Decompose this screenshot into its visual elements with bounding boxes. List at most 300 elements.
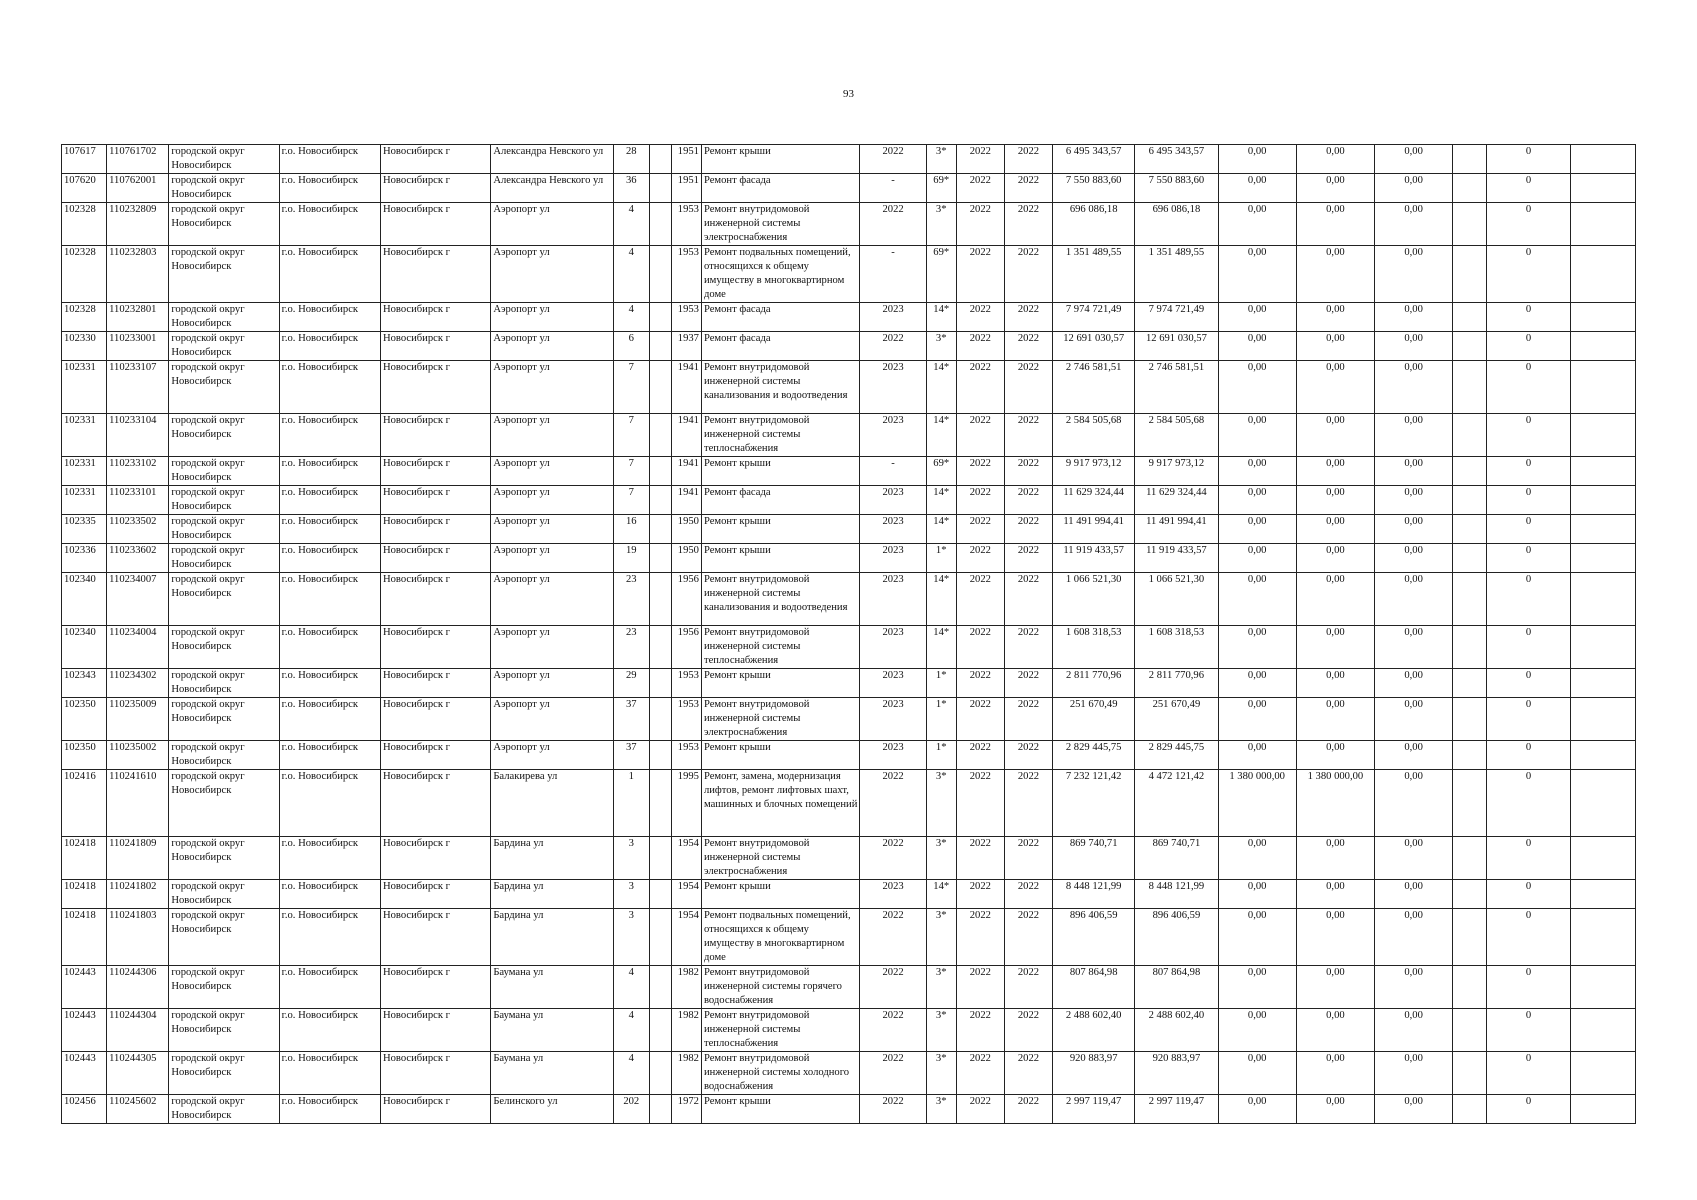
cell-other-funds: 0,00 bbox=[1375, 332, 1453, 361]
cell-deadline-year: 2023 bbox=[860, 698, 926, 741]
cell-plan-year-end: 2022 bbox=[1004, 669, 1052, 698]
cell-region-funds: 0,00 bbox=[1218, 741, 1296, 770]
cell-object-code: 102336 bbox=[62, 544, 107, 573]
cell-other-funds: 0,00 bbox=[1375, 203, 1453, 246]
cell-region-funds: 0,00 bbox=[1218, 626, 1296, 669]
cell-construction-year: 1951 bbox=[671, 174, 701, 203]
cell-street: Аэропорт ул bbox=[491, 515, 613, 544]
cell-municipality: городской округ Новосибирск bbox=[169, 770, 279, 837]
cell-owners-funds: 869 740,71 bbox=[1135, 837, 1218, 880]
cell-object-code: 102350 bbox=[62, 698, 107, 741]
cell-extra bbox=[1570, 515, 1635, 544]
cell-plan-year-start: 2022 bbox=[956, 966, 1004, 1009]
cell-municipality: городской округ Новосибирск bbox=[169, 361, 279, 414]
cell-note bbox=[1453, 486, 1487, 515]
cell-house-number: 202 bbox=[613, 1095, 649, 1124]
table-row bbox=[62, 1095, 1636, 1124]
table-row bbox=[62, 457, 1636, 486]
cell-plan-year-end: 2022 bbox=[1004, 457, 1052, 486]
cell-plan-year-start: 2022 bbox=[956, 414, 1004, 457]
cell-municipal-district: г.о. Новосибирск bbox=[279, 414, 380, 457]
cell-house-number: 16 bbox=[613, 515, 649, 544]
cell-street: Аэропорт ул bbox=[491, 246, 613, 303]
cell-settlement: Новосибирск г bbox=[380, 669, 490, 698]
cell-deadline-year: - bbox=[860, 246, 926, 303]
cell-house-number: 37 bbox=[613, 741, 649, 770]
cell-municipal-district: г.о. Новосибирск bbox=[279, 1009, 380, 1052]
cell-owners-funds: 12 691 030,57 bbox=[1135, 332, 1218, 361]
cell-construction-year: 1941 bbox=[671, 414, 701, 457]
cell-settlement: Новосибирск г bbox=[380, 1052, 490, 1095]
cell-local-funds: 0,00 bbox=[1296, 303, 1374, 332]
cell-plan-year-end: 2022 bbox=[1004, 1052, 1052, 1095]
cell-house-number: 7 bbox=[613, 361, 649, 414]
cell-house-number: 4 bbox=[613, 966, 649, 1009]
cell-work-type: Ремонт фасада bbox=[701, 174, 860, 203]
cell-value: 0 bbox=[1487, 837, 1570, 880]
cell-construction-year: 1972 bbox=[671, 1095, 701, 1124]
cell-note bbox=[1453, 909, 1487, 966]
cell-local-funds: 1 380 000,00 bbox=[1296, 770, 1374, 837]
cell-criterion: 3* bbox=[926, 909, 956, 966]
cell-settlement: Новосибирск г bbox=[380, 1009, 490, 1052]
cell-municipal-district: г.о. Новосибирск bbox=[279, 669, 380, 698]
cell-total-cost: 11 491 994,41 bbox=[1053, 515, 1135, 544]
table-row bbox=[62, 626, 1636, 669]
cell-deadline-year: 2023 bbox=[860, 515, 926, 544]
cell-local-funds: 0,00 bbox=[1296, 486, 1374, 515]
cell-region-funds: 0,00 bbox=[1218, 837, 1296, 880]
table-row bbox=[62, 361, 1636, 414]
cell-settlement: Новосибирск г bbox=[380, 909, 490, 966]
cell-extra bbox=[1570, 669, 1635, 698]
cell-house-number: 4 bbox=[613, 303, 649, 332]
cell-deadline-year: 2023 bbox=[860, 486, 926, 515]
cell-plan-year-end: 2022 bbox=[1004, 626, 1052, 669]
cell-deadline-year: 2023 bbox=[860, 669, 926, 698]
cell-plan-year-end: 2022 bbox=[1004, 361, 1052, 414]
cell-object-code: 102418 bbox=[62, 837, 107, 880]
cell-note bbox=[1453, 544, 1487, 573]
cell-total-cost: 251 670,49 bbox=[1053, 698, 1135, 741]
table-row bbox=[62, 246, 1636, 303]
cell-settlement: Новосибирск г bbox=[380, 573, 490, 626]
cell-plan-year-end: 2022 bbox=[1004, 303, 1052, 332]
cell-construction-year: 1954 bbox=[671, 837, 701, 880]
cell-building bbox=[649, 203, 671, 246]
cell-note bbox=[1453, 626, 1487, 669]
cell-municipal-district: г.о. Новосибирск bbox=[279, 573, 380, 626]
cell-municipal-district: г.о. Новосибирск bbox=[279, 457, 380, 486]
cell-object-code: 102328 bbox=[62, 246, 107, 303]
cell-other-funds: 0,00 bbox=[1375, 414, 1453, 457]
cell-value: 0 bbox=[1487, 246, 1570, 303]
cell-municipal-district: г.о. Новосибирск bbox=[279, 837, 380, 880]
cell-settlement: Новосибирск г bbox=[380, 414, 490, 457]
cell-other-funds: 0,00 bbox=[1375, 174, 1453, 203]
cell-extra bbox=[1570, 966, 1635, 1009]
cell-settlement: Новосибирск г bbox=[380, 544, 490, 573]
cell-extra bbox=[1570, 414, 1635, 457]
cell-other-funds: 0,00 bbox=[1375, 303, 1453, 332]
cell-owners-funds: 11 919 433,57 bbox=[1135, 544, 1218, 573]
cell-construction-year: 1954 bbox=[671, 909, 701, 966]
cell-element-code: 110762001 bbox=[107, 174, 169, 203]
cell-municipality: городской округ Новосибирск bbox=[169, 544, 279, 573]
cell-extra bbox=[1570, 741, 1635, 770]
table-row bbox=[62, 837, 1636, 880]
cell-building bbox=[649, 1095, 671, 1124]
table-row bbox=[62, 544, 1636, 573]
cell-settlement: Новосибирск г bbox=[380, 246, 490, 303]
cell-total-cost: 6 495 343,57 bbox=[1053, 145, 1135, 174]
cell-work-type: Ремонт фасада bbox=[701, 486, 860, 515]
cell-extra bbox=[1570, 1095, 1635, 1124]
cell-other-funds: 0,00 bbox=[1375, 966, 1453, 1009]
table-row bbox=[62, 174, 1636, 203]
cell-total-cost: 8 448 121,99 bbox=[1053, 880, 1135, 909]
cell-note bbox=[1453, 145, 1487, 174]
cell-building bbox=[649, 361, 671, 414]
cell-extra bbox=[1570, 303, 1635, 332]
cell-plan-year-start: 2022 bbox=[956, 770, 1004, 837]
cell-local-funds: 0,00 bbox=[1296, 145, 1374, 174]
cell-element-code: 110234004 bbox=[107, 626, 169, 669]
cell-local-funds: 0,00 bbox=[1296, 1052, 1374, 1095]
cell-local-funds: 0,00 bbox=[1296, 414, 1374, 457]
cell-plan-year-start: 2022 bbox=[956, 1009, 1004, 1052]
cell-municipality: городской округ Новосибирск bbox=[169, 741, 279, 770]
cell-municipal-district: г.о. Новосибирск bbox=[279, 966, 380, 1009]
cell-house-number: 3 bbox=[613, 880, 649, 909]
cell-owners-funds: 2 811 770,96 bbox=[1135, 669, 1218, 698]
cell-object-code: 102331 bbox=[62, 414, 107, 457]
cell-criterion: 3* bbox=[926, 837, 956, 880]
cell-municipality: городской округ Новосибирск bbox=[169, 626, 279, 669]
cell-region-funds: 0,00 bbox=[1218, 544, 1296, 573]
cell-municipality: городской округ Новосибирск bbox=[169, 303, 279, 332]
cell-other-funds: 0,00 bbox=[1375, 1052, 1453, 1095]
cell-municipal-district: г.о. Новосибирск bbox=[279, 626, 380, 669]
cell-settlement: Новосибирск г bbox=[380, 174, 490, 203]
cell-work-type: Ремонт подвальных помещений, относящихся к общему имуществу в многоквартирном доме bbox=[701, 246, 860, 303]
cell-municipality: городской округ Новосибирск bbox=[169, 486, 279, 515]
cell-plan-year-start: 2022 bbox=[956, 573, 1004, 626]
cell-extra bbox=[1570, 203, 1635, 246]
cell-building bbox=[649, 669, 671, 698]
cell-house-number: 4 bbox=[613, 246, 649, 303]
cell-region-funds: 0,00 bbox=[1218, 246, 1296, 303]
table-row bbox=[62, 1009, 1636, 1052]
cell-building bbox=[649, 909, 671, 966]
cell-criterion: 69* bbox=[926, 457, 956, 486]
cell-note bbox=[1453, 246, 1487, 303]
cell-region-funds: 0,00 bbox=[1218, 414, 1296, 457]
cell-municipality: городской округ Новосибирск bbox=[169, 1095, 279, 1124]
cell-plan-year-end: 2022 bbox=[1004, 741, 1052, 770]
cell-criterion: 3* bbox=[926, 145, 956, 174]
cell-criterion: 14* bbox=[926, 361, 956, 414]
cell-municipality: городской округ Новосибирск bbox=[169, 573, 279, 626]
cell-plan-year-start: 2022 bbox=[956, 544, 1004, 573]
cell-settlement: Новосибирск г bbox=[380, 486, 490, 515]
cell-local-funds: 0,00 bbox=[1296, 246, 1374, 303]
cell-region-funds: 0,00 bbox=[1218, 174, 1296, 203]
cell-object-code: 107617 bbox=[62, 145, 107, 174]
cell-work-type: Ремонт крыши bbox=[701, 880, 860, 909]
cell-owners-funds: 2 488 602,40 bbox=[1135, 1009, 1218, 1052]
cell-region-funds: 0,00 bbox=[1218, 486, 1296, 515]
cell-value: 0 bbox=[1487, 486, 1570, 515]
cell-street: Баумана ул bbox=[491, 1052, 613, 1095]
cell-criterion: 3* bbox=[926, 1009, 956, 1052]
cell-value: 0 bbox=[1487, 698, 1570, 741]
cell-plan-year-start: 2022 bbox=[956, 486, 1004, 515]
cell-value: 0 bbox=[1487, 544, 1570, 573]
cell-owners-funds: 11 491 994,41 bbox=[1135, 515, 1218, 544]
cell-note bbox=[1453, 669, 1487, 698]
cell-other-funds: 0,00 bbox=[1375, 246, 1453, 303]
cell-note bbox=[1453, 698, 1487, 741]
cell-total-cost: 1 608 318,53 bbox=[1053, 626, 1135, 669]
cell-plan-year-end: 2022 bbox=[1004, 966, 1052, 1009]
cell-street: Бардина ул bbox=[491, 909, 613, 966]
cell-street: Аэропорт ул bbox=[491, 486, 613, 515]
cell-building bbox=[649, 174, 671, 203]
table-row bbox=[62, 880, 1636, 909]
cell-value: 0 bbox=[1487, 741, 1570, 770]
cell-region-funds: 0,00 bbox=[1218, 573, 1296, 626]
cell-total-cost: 807 864,98 bbox=[1053, 966, 1135, 1009]
cell-value: 0 bbox=[1487, 414, 1570, 457]
cell-deadline-year: 2023 bbox=[860, 414, 926, 457]
cell-plan-year-start: 2022 bbox=[956, 1052, 1004, 1095]
cell-building bbox=[649, 332, 671, 361]
cell-value: 0 bbox=[1487, 174, 1570, 203]
cell-object-code: 102331 bbox=[62, 486, 107, 515]
cell-street: Бардина ул bbox=[491, 837, 613, 880]
cell-deadline-year: 2022 bbox=[860, 145, 926, 174]
cell-owners-funds: 2 584 505,68 bbox=[1135, 414, 1218, 457]
cell-element-code: 110233502 bbox=[107, 515, 169, 544]
cell-value: 0 bbox=[1487, 361, 1570, 414]
cell-other-funds: 0,00 bbox=[1375, 361, 1453, 414]
cell-settlement: Новосибирск г bbox=[380, 770, 490, 837]
cell-owners-funds: 1 351 489,55 bbox=[1135, 246, 1218, 303]
cell-extra bbox=[1570, 626, 1635, 669]
cell-object-code: 102456 bbox=[62, 1095, 107, 1124]
cell-deadline-year: 2022 bbox=[860, 837, 926, 880]
cell-element-code: 110233001 bbox=[107, 332, 169, 361]
cell-note bbox=[1453, 1095, 1487, 1124]
cell-owners-funds: 2 829 445,75 bbox=[1135, 741, 1218, 770]
cell-note bbox=[1453, 174, 1487, 203]
cell-other-funds: 0,00 bbox=[1375, 457, 1453, 486]
cell-owners-funds: 4 472 121,42 bbox=[1135, 770, 1218, 837]
cell-plan-year-start: 2022 bbox=[956, 626, 1004, 669]
cell-local-funds: 0,00 bbox=[1296, 741, 1374, 770]
cell-construction-year: 1956 bbox=[671, 626, 701, 669]
cell-local-funds: 0,00 bbox=[1296, 515, 1374, 544]
cell-owners-funds: 2 746 581,51 bbox=[1135, 361, 1218, 414]
cell-plan-year-start: 2022 bbox=[956, 174, 1004, 203]
cell-other-funds: 0,00 bbox=[1375, 626, 1453, 669]
cell-region-funds: 0,00 bbox=[1218, 457, 1296, 486]
table-row bbox=[62, 1052, 1636, 1095]
table-row bbox=[62, 515, 1636, 544]
cell-street: Аэропорт ул bbox=[491, 203, 613, 246]
cell-total-cost: 2 584 505,68 bbox=[1053, 414, 1135, 457]
cell-note bbox=[1453, 573, 1487, 626]
cell-extra bbox=[1570, 361, 1635, 414]
cell-criterion: 3* bbox=[926, 203, 956, 246]
cell-municipality: городской округ Новосибирск bbox=[169, 332, 279, 361]
cell-street: Александра Невского ул bbox=[491, 174, 613, 203]
cell-note bbox=[1453, 770, 1487, 837]
cell-extra bbox=[1570, 1052, 1635, 1095]
cell-building bbox=[649, 626, 671, 669]
cell-owners-funds: 6 495 343,57 bbox=[1135, 145, 1218, 174]
cell-municipal-district: г.о. Новосибирск bbox=[279, 909, 380, 966]
cell-work-type: Ремонт фасада bbox=[701, 303, 860, 332]
cell-value: 0 bbox=[1487, 1095, 1570, 1124]
cell-settlement: Новосибирск г bbox=[380, 203, 490, 246]
cell-criterion: 3* bbox=[926, 770, 956, 837]
cell-region-funds: 0,00 bbox=[1218, 1009, 1296, 1052]
cell-value: 0 bbox=[1487, 1009, 1570, 1052]
cell-criterion: 69* bbox=[926, 174, 956, 203]
cell-element-code: 110233102 bbox=[107, 457, 169, 486]
cell-total-cost: 7 550 883,60 bbox=[1053, 174, 1135, 203]
cell-owners-funds: 2 997 119,47 bbox=[1135, 1095, 1218, 1124]
cell-other-funds: 0,00 bbox=[1375, 669, 1453, 698]
table-row bbox=[62, 203, 1636, 246]
cell-note bbox=[1453, 741, 1487, 770]
cell-work-type: Ремонт крыши bbox=[701, 515, 860, 544]
cell-house-number: 4 bbox=[613, 1009, 649, 1052]
cell-municipality: городской округ Новосибирск bbox=[169, 909, 279, 966]
cell-municipal-district: г.о. Новосибирск bbox=[279, 203, 380, 246]
cell-criterion: 14* bbox=[926, 626, 956, 669]
cell-municipal-district: г.о. Новосибирск bbox=[279, 698, 380, 741]
cell-local-funds: 0,00 bbox=[1296, 880, 1374, 909]
cell-municipal-district: г.о. Новосибирск bbox=[279, 544, 380, 573]
cell-construction-year: 1982 bbox=[671, 966, 701, 1009]
cell-house-number: 19 bbox=[613, 544, 649, 573]
cell-municipality: городской округ Новосибирск bbox=[169, 203, 279, 246]
cell-work-type: Ремонт крыши bbox=[701, 1095, 860, 1124]
cell-total-cost: 11 919 433,57 bbox=[1053, 544, 1135, 573]
cell-local-funds: 0,00 bbox=[1296, 457, 1374, 486]
cell-other-funds: 0,00 bbox=[1375, 1095, 1453, 1124]
cell-construction-year: 1937 bbox=[671, 332, 701, 361]
table-row bbox=[62, 966, 1636, 1009]
cell-deadline-year: 2022 bbox=[860, 1052, 926, 1095]
cell-plan-year-start: 2022 bbox=[956, 246, 1004, 303]
cell-local-funds: 0,00 bbox=[1296, 669, 1374, 698]
cell-municipal-district: г.о. Новосибирск bbox=[279, 174, 380, 203]
cell-plan-year-start: 2022 bbox=[956, 457, 1004, 486]
cell-region-funds: 0,00 bbox=[1218, 332, 1296, 361]
cell-house-number: 1 bbox=[613, 770, 649, 837]
cell-object-code: 102330 bbox=[62, 332, 107, 361]
cell-local-funds: 0,00 bbox=[1296, 909, 1374, 966]
cell-criterion: 14* bbox=[926, 303, 956, 332]
cell-municipal-district: г.о. Новосибирск bbox=[279, 515, 380, 544]
cell-element-code: 110233101 bbox=[107, 486, 169, 515]
cell-deadline-year: - bbox=[860, 174, 926, 203]
cell-street: Аэропорт ул bbox=[491, 457, 613, 486]
cell-street: Аэропорт ул bbox=[491, 698, 613, 741]
cell-house-number: 36 bbox=[613, 174, 649, 203]
cell-municipality: городской округ Новосибирск bbox=[169, 174, 279, 203]
cell-region-funds: 0,00 bbox=[1218, 1095, 1296, 1124]
cell-note bbox=[1453, 414, 1487, 457]
cell-criterion: 69* bbox=[926, 246, 956, 303]
cell-other-funds: 0,00 bbox=[1375, 515, 1453, 544]
cell-object-code: 102416 bbox=[62, 770, 107, 837]
cell-total-cost: 2 811 770,96 bbox=[1053, 669, 1135, 698]
cell-building bbox=[649, 145, 671, 174]
cell-plan-year-start: 2022 bbox=[956, 837, 1004, 880]
cell-construction-year: 1982 bbox=[671, 1052, 701, 1095]
cell-building bbox=[649, 837, 671, 880]
cell-house-number: 7 bbox=[613, 457, 649, 486]
cell-criterion: 14* bbox=[926, 573, 956, 626]
cell-other-funds: 0,00 bbox=[1375, 909, 1453, 966]
cell-street: Аэропорт ул bbox=[491, 332, 613, 361]
cell-settlement: Новосибирск г bbox=[380, 515, 490, 544]
cell-street: Аэропорт ул bbox=[491, 741, 613, 770]
cell-extra bbox=[1570, 837, 1635, 880]
cell-total-cost: 12 691 030,57 bbox=[1053, 332, 1135, 361]
cell-house-number: 6 bbox=[613, 332, 649, 361]
cell-municipality: городской округ Новосибирск bbox=[169, 698, 279, 741]
cell-street: Бардина ул bbox=[491, 880, 613, 909]
cell-municipal-district: г.о. Новосибирск bbox=[279, 486, 380, 515]
cell-element-code: 110241610 bbox=[107, 770, 169, 837]
cell-local-funds: 0,00 bbox=[1296, 544, 1374, 573]
cell-other-funds: 0,00 bbox=[1375, 880, 1453, 909]
cell-owners-funds: 8 448 121,99 bbox=[1135, 880, 1218, 909]
cell-other-funds: 0,00 bbox=[1375, 544, 1453, 573]
cell-deadline-year: 2023 bbox=[860, 626, 926, 669]
cell-note bbox=[1453, 1009, 1487, 1052]
cell-work-type: Ремонт крыши bbox=[701, 457, 860, 486]
cell-work-type: Ремонт внутридомовой инженерной системы электроснабжения bbox=[701, 837, 860, 880]
cell-construction-year: 1951 bbox=[671, 145, 701, 174]
cell-municipality: городской округ Новосибирск bbox=[169, 880, 279, 909]
cell-object-code: 102340 bbox=[62, 573, 107, 626]
cell-total-cost: 1 066 521,30 bbox=[1053, 573, 1135, 626]
cell-deadline-year: 2023 bbox=[860, 361, 926, 414]
cell-street: Баумана ул bbox=[491, 1009, 613, 1052]
cell-municipality: городской округ Новосибирск bbox=[169, 966, 279, 1009]
cell-local-funds: 0,00 bbox=[1296, 626, 1374, 669]
table-row bbox=[62, 414, 1636, 457]
cell-criterion: 3* bbox=[926, 1095, 956, 1124]
cell-total-cost: 869 740,71 bbox=[1053, 837, 1135, 880]
cell-region-funds: 0,00 bbox=[1218, 1052, 1296, 1095]
cell-house-number: 4 bbox=[613, 203, 649, 246]
cell-plan-year-end: 2022 bbox=[1004, 145, 1052, 174]
cell-building bbox=[649, 303, 671, 332]
cell-criterion: 14* bbox=[926, 515, 956, 544]
cell-street: Балакирева ул bbox=[491, 770, 613, 837]
cell-value: 0 bbox=[1487, 457, 1570, 486]
cell-element-code: 110241809 bbox=[107, 837, 169, 880]
cell-plan-year-start: 2022 bbox=[956, 1095, 1004, 1124]
